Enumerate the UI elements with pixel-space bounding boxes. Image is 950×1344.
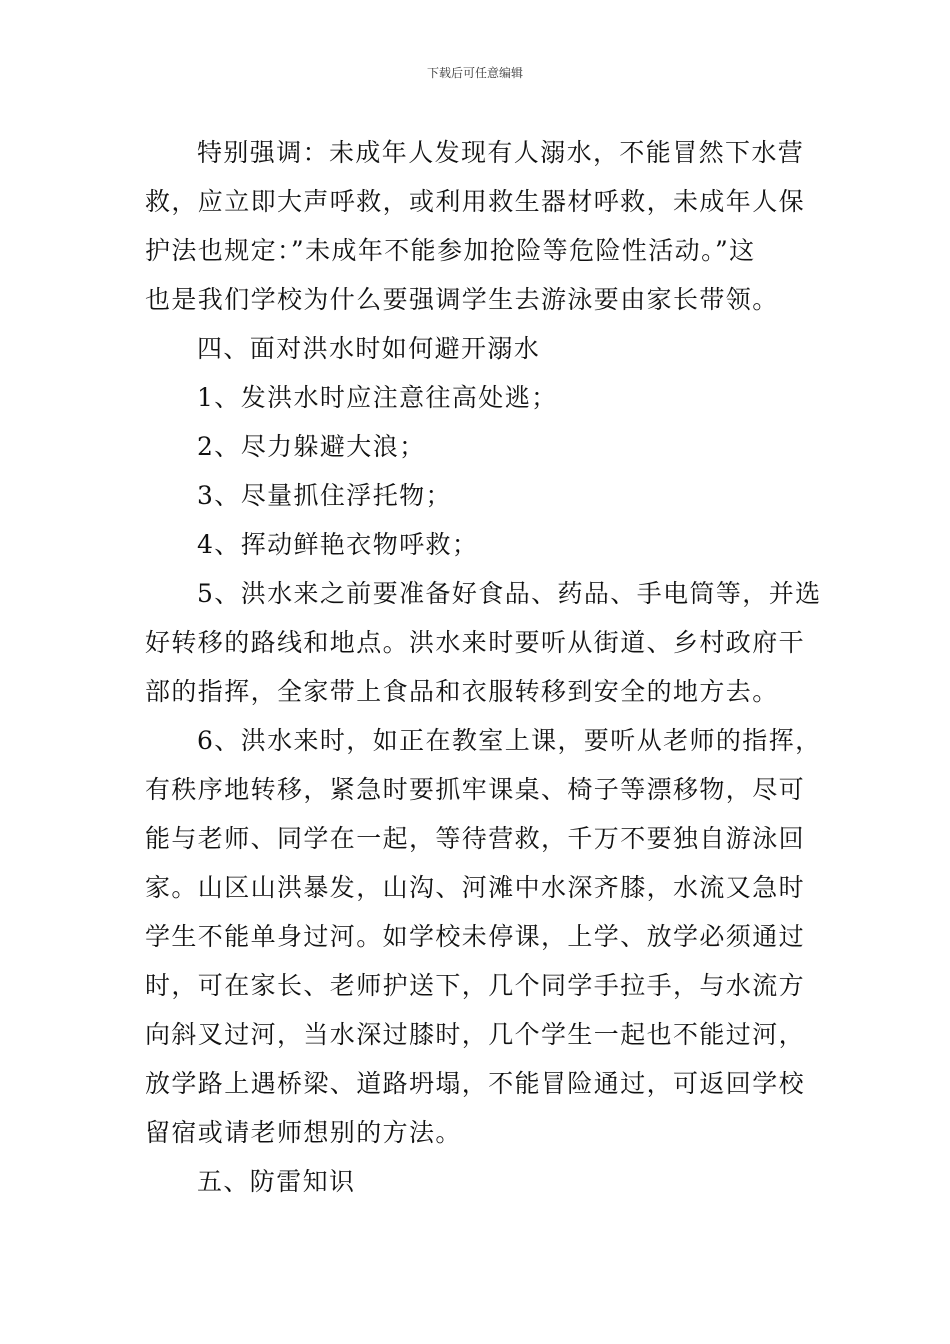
paragraph-line: 护法也规定：”未成年不能参加抢险等危险性活动。”这 xyxy=(145,236,756,265)
paragraph-line: 部的指挥，全家带上食品和衣服转移到安全的地方去。 xyxy=(145,677,779,706)
paragraph-line: 留宿或请老师想别的方法。 xyxy=(145,1118,462,1147)
paragraph-line: 特别强调：未成年人发现有人溺水，不能冒然下水营 xyxy=(197,138,805,167)
paragraph-line: 家。山区山洪暴发，山沟、河滩中水深齐膝，水流又急时 xyxy=(145,873,806,902)
page-header-note: 下载后可任意编辑 xyxy=(426,66,523,80)
paragraph-line: 也是我们学校为什么要强调学生去游泳要由家长带领。 xyxy=(145,285,779,314)
paragraph-line: 能与老师、同学在一起，等待营救，千万不要独自游泳回 xyxy=(145,824,806,853)
list-item: 1、发洪水时应注意往高处逃； xyxy=(197,383,558,412)
list-item: 5、洪水来之前要准备好食品、药品、手电筒等，并选 xyxy=(197,579,822,608)
document-body xyxy=(145,128,822,1206)
section-heading: 四、面对洪水时如何避开溺水 xyxy=(197,334,541,363)
paragraph-line: 放学路上遇桥梁、道路坍塌，不能冒险通过，可返回学校 xyxy=(145,1069,806,1098)
paragraph-line: 救，应立即大声呼救，或利用救生器材呼救，未成年人保 xyxy=(145,187,806,216)
list-item: 3、尽量抓住浮托物； xyxy=(197,481,452,510)
list-item: 6、洪水来时，如正在教室上课，要听从老师的指挥， xyxy=(197,726,822,755)
paragraph-line: 时，可在家长、老师护送下，几个同学手拉手，与水流方 xyxy=(145,971,806,1000)
section-heading: 五、防雷知识 xyxy=(197,1167,356,1196)
list-item: 4、挥动鲜艳衣物呼救； xyxy=(197,530,479,559)
paragraph-line: 向斜叉过河，当水深过膝时，几个学生一起也不能过河， xyxy=(145,1020,806,1049)
paragraph-line: 学生不能单身过河。如学校未停课，上学、放学必须通过 xyxy=(145,922,806,951)
list-item: 2、尽力躲避大浪； xyxy=(197,432,426,461)
paragraph-line: 好转移的路线和地点。洪水来时要听从街道、乡村政府干 xyxy=(145,628,806,657)
paragraph-line: 有秩序地转移，紧急时要抓牢课桌、椅子等漂移物，尽可 xyxy=(145,775,806,804)
